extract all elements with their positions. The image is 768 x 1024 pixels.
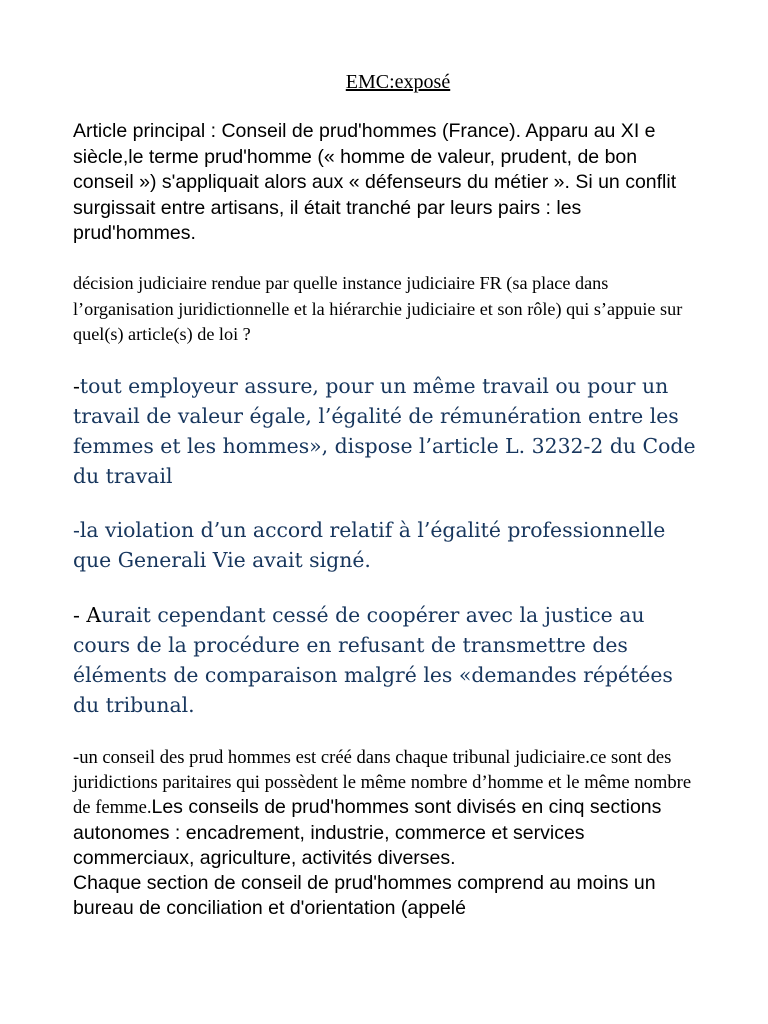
document-title: EMC:exposé: [345, 71, 451, 93]
conseil-bureau-text: Chaque section de conseil de prud'hommes comprend au moins un bureau de conciliation et d'orientation (appelé: [73, 872, 656, 920]
quote-text: tout employeur assure, pour un même travail ou pour un travail de valeur égale, l’égalité de rémunération entre les femmes et les hommes», dispose l’article L. 3232-2 du Code du travail: [73, 374, 696, 488]
intro-paragraph: Article principal : Conseil de prud'hommes (France). Apparu au XI e siècle,le terme prud'homme (« homme de valeur, prudent, de bon conseil ») s'appliquait alors aux « défenseurs du métier ». Si un conflit surgissait entre artisans, il était tranché par leurs pairs : les prud'hommes.: [73, 120, 677, 244]
quote-text: urait cependant cessé de coopérer avec la justice au cours de la procédure en refusant de transmettre des éléments de comparaison malgré les «demandes répétées du tribunal.: [73, 603, 673, 717]
quote-text: -la violation d’un accord relatif à l’égalité professionnelle que Generali Vie avait signé.: [73, 518, 666, 572]
quote-agreement-violation: [73, 515, 701, 575]
quote-lead: - A: [73, 603, 102, 627]
conseil-creation-text: -un conseil des prud hommes est créé dans chaque tribunal judiciaire.ce sont des juridictions paritaires qui possèdent le même nombre d’homme et le même nombre de femme.: [73, 747, 692, 819]
quote-equal-pay: [73, 371, 701, 491]
conseil-sections-text: Les conseils de prud'hommes sont divisés en cinq sections autonomes : encadrement, industrie, commerce et services commerciaux, agriculture, activités diverses.: [73, 796, 662, 869]
quote-lead: -: [73, 374, 80, 398]
quote-cooperation: [73, 600, 701, 720]
conseil-description-paragraph: [73, 745, 701, 921]
question-paragraph: décision judiciaire rendue par quelle instance judiciaire FR (sa place dans l’organisation juridictionnelle et la hiérarchie judiciaire et son rôle) qui s’appuie sur quel(s) article(s) de loi ?: [73, 273, 683, 344]
